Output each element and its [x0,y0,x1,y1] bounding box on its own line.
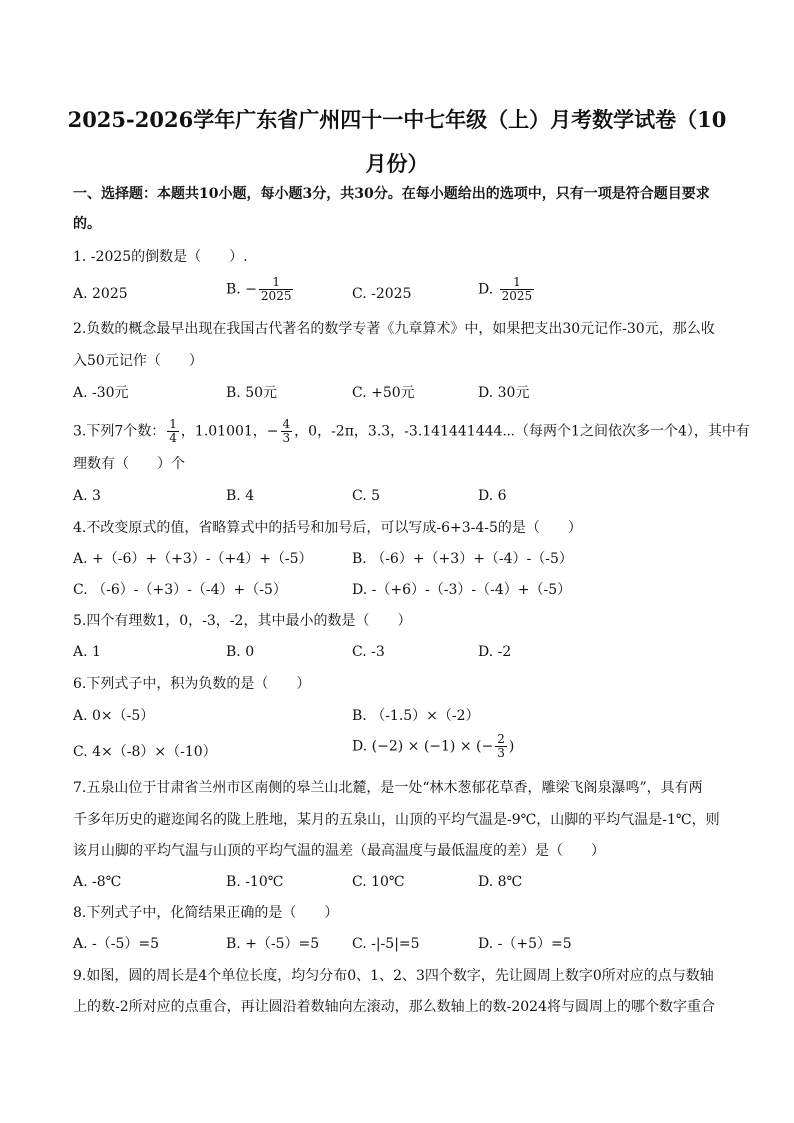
q1-option-d-prefix: D. [478,281,498,298]
q5-option-b: B. 0 [226,644,255,660]
q6-option-d-prefix: D. (−2) × (−1) × (− [352,738,494,755]
q2-stem-line-1: 2.负数的概念最早出现在我国古代著名的数学专著《九章算术》中，如果把支出30元记作-30元，那么收 [73,321,715,337]
title-line-2: 月份） [365,151,429,176]
q3-f1-numerator: 1 [169,417,177,431]
q5-option-d: D. -2 [478,644,512,660]
q3-stem-mid2: ，0，-2π，3.3，-3.141441444⋯（每两个1之间依次多一个4），其中有 [294,423,750,440]
q1-option-c: C. -2025 [352,286,412,302]
q6-option-a: A. 0×（-5） [73,708,155,724]
q3-stem-line-2: 理数有（ ）个 [73,456,185,472]
q6-stem: 6.下列式子中，积为负数的是（ ） [73,676,311,692]
q7-option-b: B. -10℃ [226,874,284,890]
q8-option-a: A. -（-5）=5 [73,936,160,952]
q2-stem-line-2: 入50元记作（ ） [73,353,203,369]
q7-option-c: C. 10℃ [352,874,405,890]
q3-stem-line-1 [73,418,750,445]
section-header-line-1: 一、选择题：本题共10小题，每小题3分，共30分。在每小题给出的选项中，只有一项是符合题目要求 [73,186,710,202]
q2-option-b: B. 50元 [226,385,278,401]
q2-option-c: C. +50元 [352,385,415,401]
q3-f2-numerator: 4 [282,417,291,431]
q8-option-c: C. -|-5|=5 [352,936,420,952]
q6-option-d-fraction [495,733,507,760]
q2-option-d: D. 30元 [478,385,530,401]
q3-option-a: A. 3 [73,488,101,504]
q1-b-numerator: 1 [272,275,281,289]
q5-stem: 5.四个有理数1，0，-3，-2，其中最小的数是（ ） [73,613,412,629]
q7-option-d: D. 8℃ [478,874,523,890]
q1-option-b-prefix: B. − [226,281,257,298]
q9-stem-line-1: 9.如图，圆的周长是4个单位长度，均匀分布0、1、2、3四个数字，先让圆周上数字0所对应的点与数轴 [73,968,714,984]
q8-stem: 8.下列式子中，化简结果正确的是（ ） [73,905,339,921]
q1-option-b-fraction [259,276,294,303]
q7-stem-line-1: 7.五泉山位于甘肃省兰州市区南侧的皋兰山北麓，是一处“林木葱郁花草香，雕梁飞阁泉瀑鸣”，具有两 [73,780,703,796]
exam-title [60,98,734,186]
q1-option-d [478,276,536,303]
q6-d-denominator: 3 [497,746,505,760]
q3-stem-pre: 3.下列7个数： [73,423,166,440]
q1-option-b [226,276,295,303]
q2-option-a: A. -30元 [73,385,129,401]
section-header-line-2: 的。 [73,216,101,232]
q6-option-c: C. 4×（-8）×（-10） [73,744,217,760]
q3-stem-mid1: ，1.01001，− [180,423,279,440]
q8-option-b: B. +（-5）=5 [226,936,320,952]
q4-option-b: B. （-6）+（+3）+（-4）-（-5） [352,551,573,567]
q4-option-d: D. -（+6）-（-3）-（-4）+（-5） [352,582,572,598]
q5-option-a: A. 1 [73,644,101,660]
q3-option-d: D. 6 [478,488,507,504]
q5-option-c: C. -3 [352,644,385,660]
q1-stem: 1. -2025的倒数是（ ）. [73,249,248,265]
q7-stem-line-2: 千多年历史的避迩闻名的陇上胜地，某月的五泉山，山顶的平均气温是-9℃，山脚的平均气温是-1℃，则 [73,812,720,828]
q6-option-d [352,733,514,760]
q3-option-b: B. 4 [226,488,255,504]
q1-d-numerator: 1 [513,275,521,289]
q6-d-numerator: 2 [497,732,505,746]
q7-option-a: A. -8℃ [73,874,122,890]
q8-option-d: D. -（+5）=5 [478,936,572,952]
q1-d-denominator: 2025 [501,289,533,303]
q1-option-a: A. 2025 [73,286,128,302]
title-line-1: 2025-2026学年广东省广州四十一中七年级（上）月考数学试卷（10 [67,107,727,132]
q7-stem-line-3: 该月山脚的平均气温与山顶的平均气温的温差（最高温度与最低温度的差）是（ ） [73,843,605,859]
q3-f2-denominator: 3 [282,431,291,445]
q3-fraction-1 [167,418,179,445]
q1-b-denominator: 2025 [260,289,292,303]
q1-option-d-fraction [500,276,535,303]
q6-option-b: B. （-1.5）×（-2） [352,708,480,724]
q9-stem-line-2: 上的数-2所对应的点重合，再让圆沿着数轴向左滚动，那么数轴上的数-2024将与圆周上的哪个数字重合 [73,999,715,1015]
q6-option-d-suffix: ) [508,738,515,755]
q4-option-c: C. （-6）-（+3）-（-4）+（-5） [73,582,287,598]
q4-option-a: A. +（-6）+（+3）-（+4）+（-5） [73,551,313,567]
q4-stem: 4.不改变原式的值，省略算式中的括号和加号后，可以写成-6+3-4-5的是（ ） [73,520,582,536]
q3-fraction-2 [281,418,293,445]
q3-option-c: C. 5 [352,488,381,504]
q3-f1-denominator: 4 [169,431,177,445]
